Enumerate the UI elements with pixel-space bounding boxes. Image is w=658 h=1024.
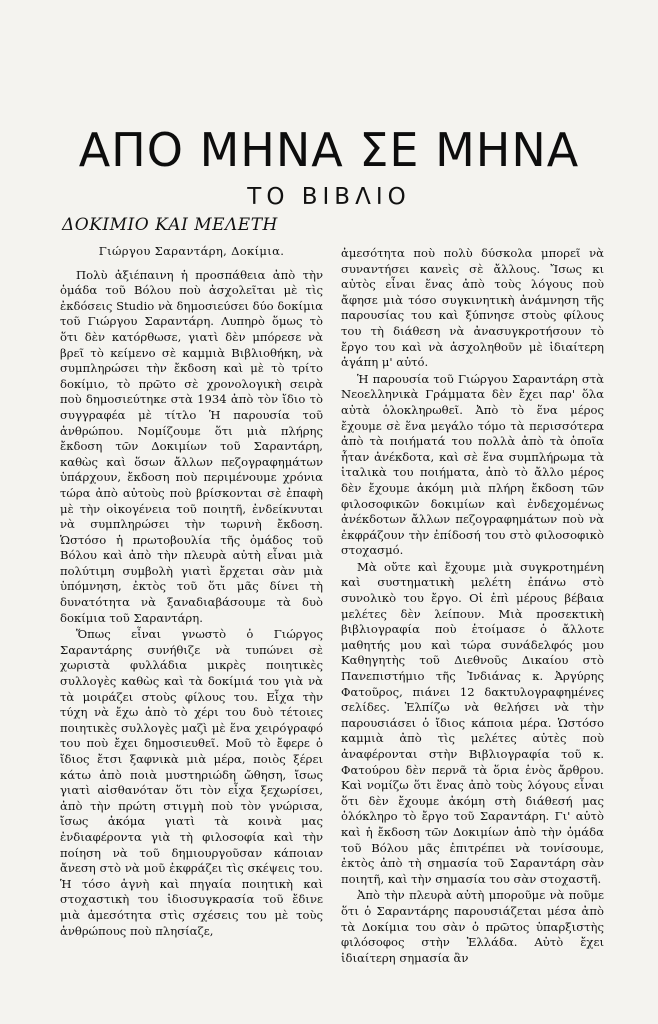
paragraph: Πολὺ ἀξιέπαινη ἡ προσπάθεια ἀπὸ τὴν ὁμάδα τοῦ Βόλου ποὺ ἀσχολεῖται μὲ τὶς ἐκδόσεις Studio νὰ δημοσιεύσει δύο δοκίμια τοῦ Γιώργου Σαραντάρη. Λυπηρὸ ὅμως τὸ ὅτι δὲν κατόρθωσε, γιατὶ δὲν μπόρεσε νὰ βρεῖ τὸ κείμενο σὲ καμμιὰ Βιβλιοθήκη, νὰ συμπληρώσει τὴν ἔκδοση καὶ μὲ τὸ τρίτο δοκίμιο, τὸ πρῶτο σὲ χρονολογικὴ σειρὰ ποὺ δημοσιεύτηκε στὰ 1934 ἀπὸ τὸν ἴδιο τὸ συγγραφέα μὲ τίτλο Ἡ παρουσία τοῦ ἀνθρώπου. Νομίζουμε ὅτι μιὰ πλήρης ἔκδοση τῶν Δοκιμίων τοῦ Σαραντάρη, καθὼς καὶ ὅσων ἄλλων πεζογραφημάτων ὑπάρχουν, ἔκδοση ποὺ περιμένουμε χρόνια τώρα ἀπὸ αὐτοὺς ποὺ βρίσκονται σὲ ἐπαφὴ μὲ τὴν οἰκογένεια τοῦ ποιητῆ, ἐνδείκνυται νὰ συμπληρώσει τὴν τωρινὴ ἔκδοση. Ὡστόσο ἡ πρωτοβουλία τῆς ὁμάδος τοῦ Βόλου καὶ ἀπὸ τὴν πλευρὰ αὐτὴ εἶναι μιὰ πολύτιμη συμβολὴ γιατὶ ἔρχεται σὰν μιὰ ὑπόμνηση, ἐκτὸς τοῦ ὅτι μᾶς δίνει τὴ δυνατότητα νὰ ξαναδιαβάσουμε τὰ δυὸ δοκίμια τοῦ Σαραντάρη. xyxy=(60,267,323,625)
paragraph: Ὅπως εἶναι γνωστὸ ὁ Γιώργος Σαραντάρης συνήθιζε νὰ τυπώνει σὲ χωριστὰ φυλλάδια μικρὲς ποιητικὲς συλλογὲς καθὼς καὶ τὰ δοκίμιά του γιὰ νὰ τὰ μοιράζει στοὺς φίλους του. Εἶχα τὴν τύχη νὰ ἔχω ἀπὸ τὸ χέρι του δυὸ τέτοιες ποιητικὲς συλλογὲς μαζὶ μὲ ἕνα χειρόγραφό του ποὺ ἔχει δημοσιευθεῖ. Μοῦ τὸ ἔφερε ὁ ἴδιος ἔτσι ξαφνικὰ μιὰ μέρα, ποιὸς ξέρει κάτω ἀπὸ ποιὰ μυστηριώδη ὤθηση, ἴσως γιατὶ αἰσθανόταν ὅτι τὸν εἶχα ξεχωρίσει, ἀπὸ τὴν πρώτη στιγμὴ ποὺ τὸν γνώρισα, ἴσως ἀκόμα γιατὶ τὰ κοινὰ μας ἐνδιαφέροντα γιὰ τὴ φιλοσοφία καὶ τὴν ποίηση νὰ τοῦ δημιουργοῦσαν κάποιαν ἄνεση στὸ νὰ μοῦ ἐκφράζει τὶς σκέψεις του. Ἡ τόσο ἁγνὴ καὶ πηγαία ποιητικὴ καὶ στοχαστικὴ του ἰδιοσυγκρασία τοῦ ἔδινε μιὰ ἀμεσότητα στὶς σχέσεις του μὲ τοὺς ἀνθρώπους ποὺ πλησίαζε, xyxy=(60,627,323,938)
article-rubric: ΔΟΚΙΜΙΟ ΚΑΙ ΜΕΛΕΤΗ xyxy=(62,215,278,235)
page-title: ΑΠΟ ΜΗΝΑ ΣΕ ΜΗΝΑ xyxy=(78,123,580,177)
right-column xyxy=(341,246,604,966)
section-heading: ΤΟ ΒΙΒΛΙΟ xyxy=(247,184,411,210)
paragraph: Ἀπὸ τὴν πλευρὰ αὐτὴ μποροῦμε νὰ ποῦμε ὅτι ὁ Σαραντάρης παρουσιάζεται μέσα ἀπὸ τὰ Δοκίμια του σὰν ὁ πρῶτος ὑπαρξιστὴς φιλόσοφος στὴν Ἑλλάδα. Αὐτὸ ἔχει ἰδιαίτερη σημασία ἂν xyxy=(341,888,604,965)
article-byline: Γιώργου Σαραντάρη, Δοκίμια. xyxy=(98,244,285,258)
paragraph: Μὰ οὔτε καὶ ἔχουμε μιὰ συγκροτημένη καὶ συστηματικὴ μελέτη ἐπάνω στὸ συνολικὸ του ἔργο. Οἱ ἐπὶ μέρους βέβαια μελέτες δὲν λείπουν. Μιὰ προσεκτικὴ βιβλιογραφία ποὺ ἑτοίμασε ὁ ἄλλοτε μαθητής μου καὶ τώρα συνάδελφός μου Καθηγητὴς τοῦ Διεθνοῦς Δικαίου στὸ Πανεπιστήμιο τῆς Ἰνδιάνας κ. Ἀργύρης Φατοῦρος, πιάνει 12 δακτυλογραφημένες σελίδες. Ἐλπίζω νὰ θελήσει νὰ τὴν παρουσιάσει ὁ ἴδιος κάποια μέρα. Ὡστόσο καμμιὰ ἀπὸ τὶς μελέτες αὐτὲς ποὺ ἀναφέρονται στὴν Βιβλιογραφία τοῦ κ. Φατούρου δὲν περνᾶ τὰ ὅρια ἑνὸς ἄρθρου. Καὶ νομίζω ὅτι ἕνας ἀπὸ τοὺς λόγους εἶναι ὅτι δὲν ἔχουμε ἀκόμη στὴ διάθεσή μας ὁλόκληρο τὸ ἔργο τοῦ Σαραντάρη. Γι' αὐτὸ καὶ ἡ ἔκδοση τῶν Δοκιμίων ἀπὸ τὴν ὁμάδα τοῦ Βόλου μᾶς ἐπιτρέπει νὰ τονίσουμε, ἐκτὸς ἀπὸ τὴ σημασία τοῦ Σαραντάρη σὰν ποιητῆ, καὶ τὴν σημασία του σὰν στοχαστῆ. xyxy=(341,559,604,886)
paragraph: ἀμεσότητα ποὺ πολὺ δύσκολα μπορεῖ νὰ συναντήσει κανεὶς σὲ ἄλλους. Ἴσως κι αὐτὸς εἶναι ἕνας ἀπὸ τοὺς λόγους ποὺ ἄφησε μιὰ τόσο συγκινητικὴ ἀνάμνηση τῆς παρουσίας του καὶ ξύπνησε στοὺς φίλους του τὴ διάθεση νὰ ἀνασυγκροτήσουν τὸ ἔργο του καὶ νὰ ἀσχοληθοῦν μὲ ἰδιαίτερη ἀγάπη μ' αὐτό. xyxy=(341,246,604,370)
left-column xyxy=(60,244,323,939)
paragraph: Ἡ παρουσία τοῦ Γιώργου Σαραντάρη στὰ Νεοελληνικὰ Γράμματα δὲν ἔχει παρ' ὅλα αὐτὰ ὁλοκληρωθεῖ. Ἀπὸ τὸ ἕνα μέρος ἔχουμε σὲ ἕνα μεγάλο τόμο τὰ περισσότερα ἀπὸ τὰ ποιήματά του πολλὰ ἀπὸ τὰ ὁποῖα ἦταν ἀνέκδοτα, καὶ σὲ ἕνα συμπλήρωμα τὰ ἰταλικὰ του ποιήματα, ἀπὸ τὸ ἄλλο μέρος δὲν ἔχουμε ἀκόμη μιὰ πλήρη ἔκδοση τῶν φιλοσοφικῶν δοκιμίων καὶ ἐνδεχομένως ἀνέκδοτων ἄλλων πεζογραφημάτων ποὺ νὰ ἐκφράζουν τὴν ἐπίδοσή του στὸ φιλοσοφικὸ στοχασμό. xyxy=(341,371,604,558)
